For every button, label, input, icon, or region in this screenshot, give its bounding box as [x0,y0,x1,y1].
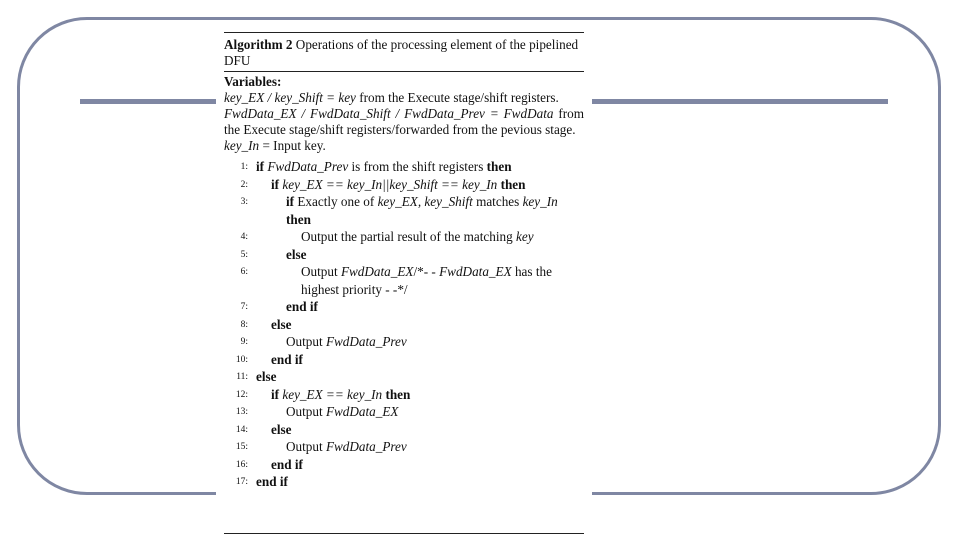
step-text [286,246,307,264]
step-math: FwdData_EX [340,264,414,279]
step-plain: /*- - [413,264,440,279]
step-text [286,403,398,421]
step-plain: is from the shift registers [348,159,487,174]
step-text [256,368,277,386]
algorithm-step [224,158,584,176]
step-keyword: else [286,246,307,262]
step-text [301,263,552,281]
step-keyword: then [286,211,311,227]
step-text [271,176,526,194]
step-number: 5: [240,249,248,260]
top-rule [224,32,584,33]
algorithm-step [224,316,584,334]
step-number: 15: [235,442,248,452]
step-number: 2: [240,179,248,190]
step-keyword: else [271,421,292,437]
algorithm-step [224,456,584,474]
algorithm-step [224,176,584,194]
caption-text: Operations of the processing element of the pipelined DFU [224,37,579,68]
step-plain: Output [286,404,326,419]
variable-key-math: key_EX / key_Shift = key [224,90,356,105]
step-keyword: if [271,386,280,402]
step-text [256,158,512,176]
step-number: 1: [240,162,248,172]
step-text [286,333,407,351]
algorithm-step [224,211,584,229]
step-math: FwdData_Prev [325,439,407,454]
variables-heading: Variables: [224,74,282,89]
variable-keyin-text: = Input key. [262,138,326,153]
step-text [271,421,292,439]
step-number: 6: [240,267,248,277]
variable-keyin [224,138,584,154]
step-math: FwdData_Prev [325,334,407,349]
bottom-rule [224,533,584,534]
step-number: 14: [235,424,248,435]
algorithm-step [224,368,584,386]
algorithm-step [224,263,584,281]
variable-key [224,90,584,106]
step-number: 16: [235,459,248,470]
algorithm-step [224,246,584,264]
algorithm-step [224,403,584,421]
step-keyword: end if [286,299,318,314]
algorithm-step [224,281,584,299]
algorithm-step [224,473,584,491]
step-math: FwdData_EX [325,404,399,419]
step-text [301,228,534,246]
algorithm-step [224,386,584,404]
step-number: 3: [240,197,248,207]
variable-keyin-math: key_In [224,138,260,153]
step-keyword: then [385,386,411,402]
step-number: 8: [240,319,248,330]
step-math: FwdData_EX [439,264,512,279]
step-math: FwdData_Prev [264,159,349,174]
algorithm-step [224,193,584,211]
step-text [286,438,407,456]
step-plain: Exactly one of [294,194,378,209]
step-keyword: end if [271,456,303,472]
step-keyword: then [486,159,512,174]
step-text [271,316,292,334]
step-keyword: if [256,159,265,174]
algorithm-panel [216,30,592,540]
step-math: key_EX == key_In||key_Shift == key_In [279,176,498,192]
title-bar-left [80,99,220,104]
step-plain: Output the partial result of the matching [301,229,516,244]
step-math: key_EX == key_In [279,386,383,402]
step-number: 17: [235,477,248,487]
step-keyword: if [271,176,280,192]
step-math: key [515,229,534,244]
variable-fwddata-text: from the Execute stage/shift registers/forwarded from the pevious stage. [224,106,585,137]
step-keyword: else [256,369,277,384]
step-text [286,211,311,229]
step-keyword: if [286,194,295,209]
step-text [271,351,303,369]
step-number: 12: [235,389,248,400]
step-keyword: else [271,316,292,332]
step-keyword: end if [271,351,303,367]
variable-fwddata [224,106,584,138]
algorithm-step [224,438,584,456]
step-keyword: then [500,176,526,192]
step-math: key_EX, key_Shift [377,194,473,209]
algorithm-steps [224,158,584,491]
step-text [286,298,318,316]
algorithm-step [224,333,584,351]
step-text [271,386,410,404]
step-plain: highest priority - -*/ [301,281,408,297]
step-plain: matches [472,194,523,209]
step-number: 7: [240,302,248,312]
step-text [286,193,558,211]
step-text [256,473,288,491]
title-bar-right [592,99,888,104]
step-number: 10: [235,354,248,365]
algorithm-step [224,298,584,316]
algorithm-caption [224,37,584,69]
caption-rule [224,71,584,72]
caption-label: Algorithm 2 [224,37,293,52]
step-text [301,281,408,299]
step-number: 4: [240,232,248,242]
step-math: key_In [522,194,558,209]
step-plain: Output [286,334,326,349]
algorithm-step [224,351,584,369]
step-number: 9: [240,337,248,347]
step-plain: has the [511,264,552,279]
step-number: 11: [236,372,248,382]
algorithm-step [224,228,584,246]
step-keyword: end if [256,474,288,489]
step-number: 13: [235,407,248,417]
step-plain: Output [301,264,341,279]
variable-fwddata-math: FwdData_EX / FwdData_Shift / FwdData_Prev = FwdData [224,106,554,121]
algorithm-step [224,421,584,439]
step-text [271,456,303,474]
step-plain: Output [286,439,326,454]
variable-key-text: from the Execute stage/shift registers. [359,90,559,105]
